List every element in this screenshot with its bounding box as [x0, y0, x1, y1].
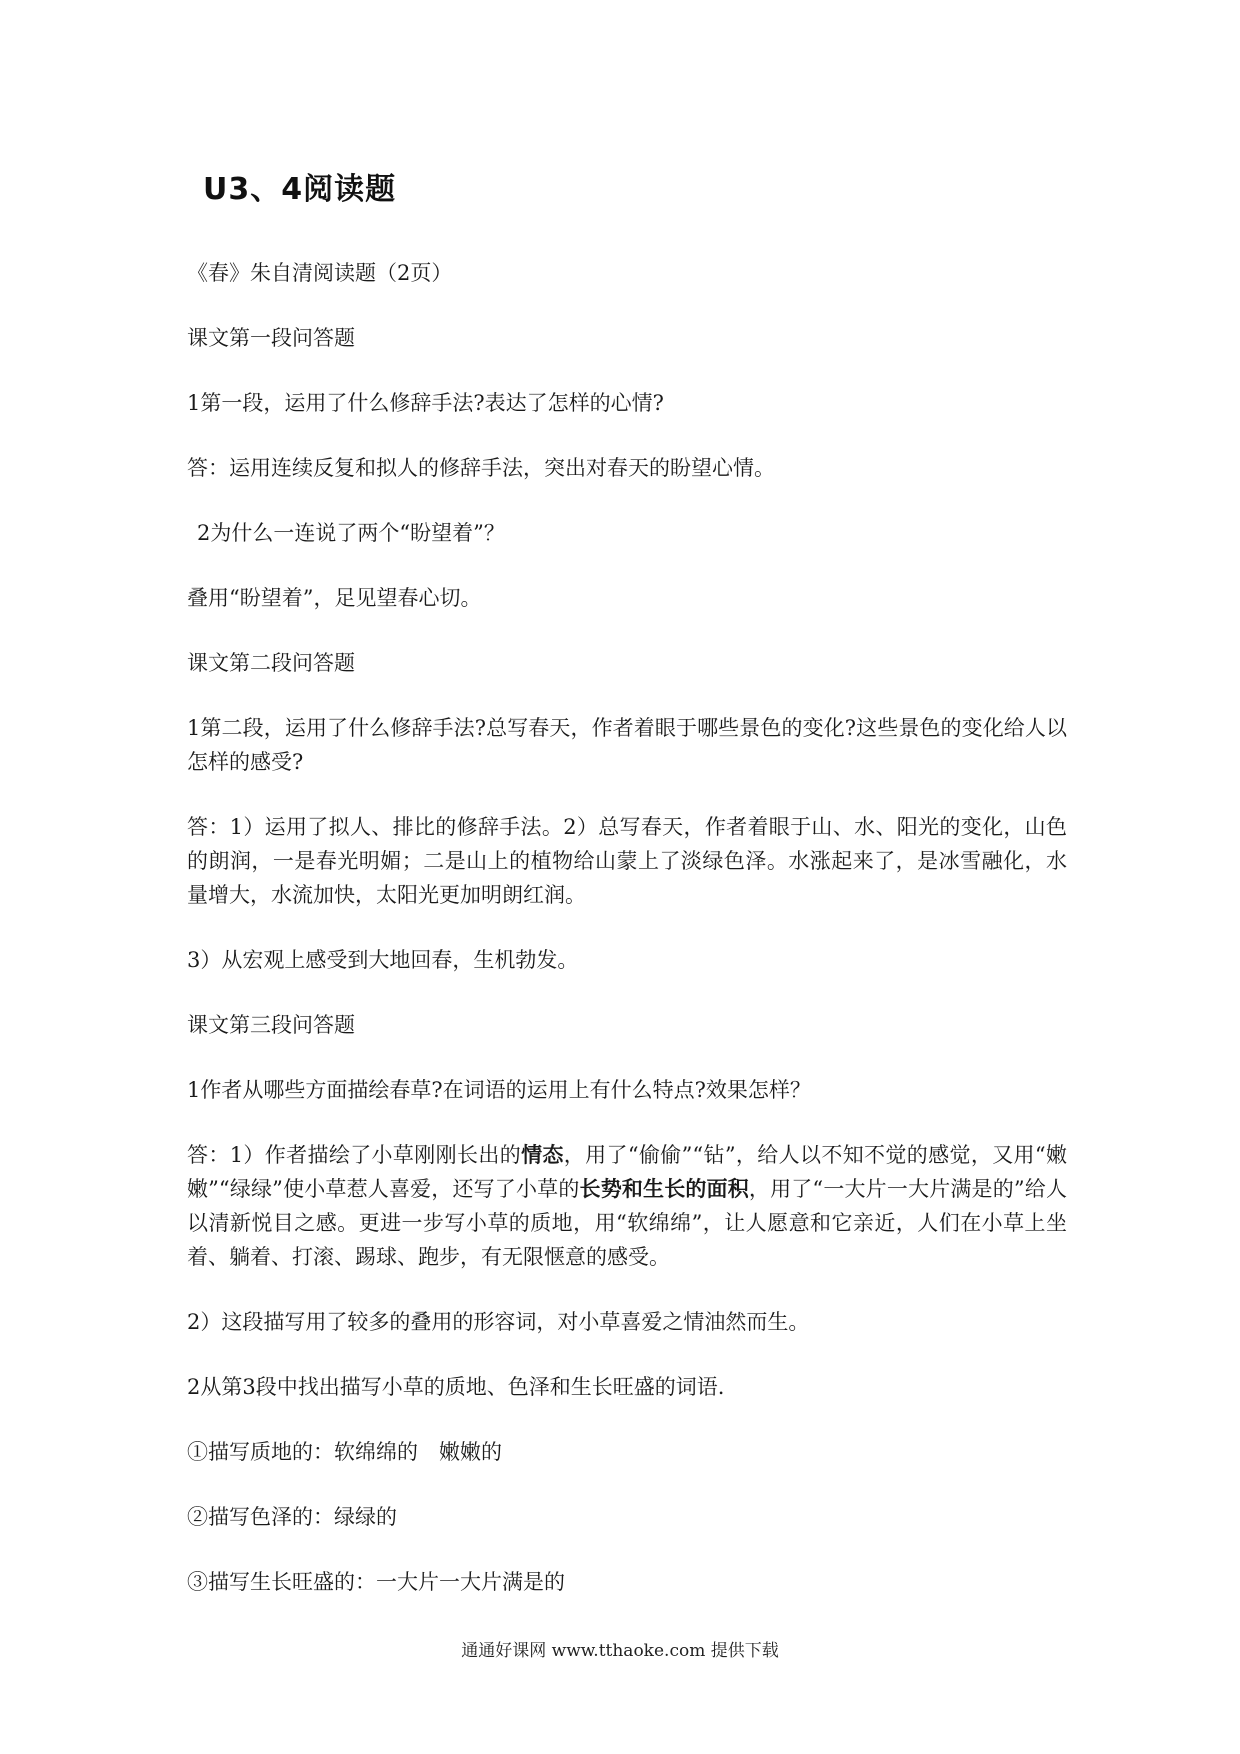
answer: 答：运用连续反复和拟人的修辞手法，突出对春天的盼望心情。: [187, 456, 775, 480]
answer-text: ，用了“一大片一大片满是的”给人以清新悦目之感。更进一步写小草的质地，用“软绵绵”，让人愿意和它亲近，人们在小草上坐着、躺着、打滚、踢球、跑步，有无限惬意的感受。: [187, 1177, 1067, 1269]
section-heading-3: 课文第三段问答题: [187, 1013, 355, 1037]
section-heading-2: 课文第二段问答题: [187, 651, 355, 675]
answer-text: ，用了“偷偷”“钻”，给人以不知不觉的感觉，又用“嫩嫩”“绿绿”使小草惹人喜爱，还写了小草的: [187, 1143, 1067, 1201]
list-item: ②描写色泽的：绿绿的: [187, 1505, 397, 1529]
section-heading-1: 课文第一段问答题: [187, 326, 355, 350]
answer: 2）这段描写用了较多的叠用的形容词，对小草喜爱之情油然而生。: [187, 1310, 810, 1334]
answer: 3）从宏观上感受到大地回春，生机勃发。: [187, 948, 579, 972]
page-title: U3、4阅读题: [203, 172, 397, 207]
question: 1第二段，运用了什么修辞手法?总写春天，作者着眼于哪些景色的变化?这些景色的变化给人以怎样的感受?: [187, 716, 1067, 774]
question: 1第一段，运用了什么修辞手法?表达了怎样的心情?: [187, 391, 664, 415]
footer-note: 通通好课网 www.tthaoke.com 提供下载: [461, 1641, 779, 1661]
question: 2从第3段中找出描写小草的质地、色泽和生长旺盛的词语.: [187, 1375, 725, 1399]
list-item: ③描写生长旺盛的：一大片一大片满是的: [187, 1570, 565, 1594]
subtitle: 《春》朱自清阅读题（2页）: [187, 261, 453, 285]
list-item: ①描写质地的：软绵绵的 嫩嫩的: [187, 1440, 502, 1464]
answer-emphasis: 情态: [521, 1143, 564, 1167]
answer: 答：1）运用了拟人、排比的修辞手法。2）总写春天，作者着眼于山、水、阳光的变化，山色的朗润，一是春光明媚；二是山上的植物给山蒙上了淡绿色泽。水涨起来了，是冰雪融化，水量增大，水流加快，太阳光更加明朗红润。: [187, 815, 1067, 907]
question: 1作者从哪些方面描绘春草?在词语的运用上有什么特点?效果怎样？: [187, 1078, 811, 1102]
answer: 叠用“盼望着”，足见望春心切。: [187, 586, 482, 610]
document-body: [187, 256, 1067, 1630]
answer: [187, 1138, 1067, 1274]
answer-text: 答：1）作者描绘了小草刚刚长出的: [187, 1143, 522, 1167]
answer-emphasis: 长势和生长的面积: [579, 1177, 749, 1201]
question: 2为什么一连说了两个“盼望着”？: [197, 521, 505, 545]
